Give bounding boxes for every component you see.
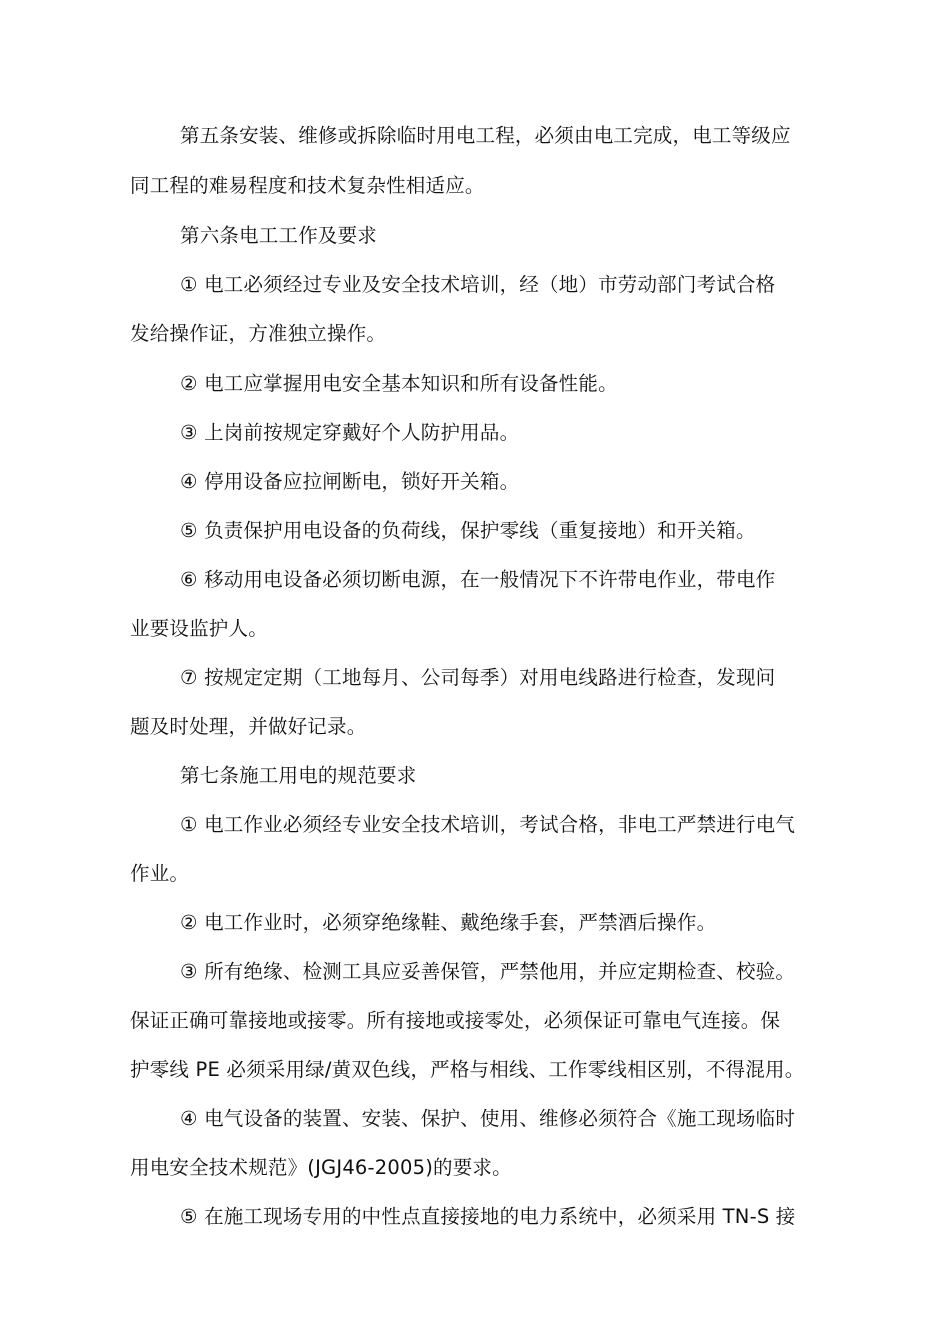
list-item: ① 电工必须经过专业及安全技术培训，经（地）市劳动部门考试合格 xyxy=(180,273,776,296)
list-item: ⑤ 负责保护用电设备的负荷线，保护零线（重复接地）和开关箱。 xyxy=(180,519,756,542)
paragraph-line: 发给操作证，方准独立操作。 xyxy=(130,322,387,345)
paragraph-line: 保证正确可靠接地或接零。所有接地或接零处，必须保证可靠电气连接。保 xyxy=(130,1009,781,1032)
paragraph-line: 业要设监护人。 xyxy=(130,617,268,640)
list-item: ③ 上岗前按规定穿戴好个人防护用品。 xyxy=(180,421,520,444)
list-item: ④ 电气设备的装置、安装、保护、使用、维修必须符合《施工现场临时 xyxy=(180,1107,796,1130)
list-item: ⑦ 按规定定期（工地每月、公司每季）对用电线路进行检查，发现问 xyxy=(180,666,776,689)
paragraph-line: 同工程的难易程度和技术复杂性相适应。 xyxy=(130,174,485,197)
paragraph-line: 护零线 PE 必须采用绿/黄双色线，严格与相线、工作零线相区别，不得混用。 xyxy=(130,1058,805,1081)
list-item: ② 电工作业时，必须穿绝缘鞋、戴绝缘手套，严禁酒后操作。 xyxy=(180,911,717,934)
list-item: ② 电工应掌握用电安全基本知识和所有设备性能。 xyxy=(180,372,618,395)
list-item: ⑥ 移动用电设备必须切断电源，在一般情况下不许带电作业，带电作 xyxy=(180,568,776,591)
list-item: ① 电工作业必须经专业安全技术培训，考试合格，非电工严禁进行电气 xyxy=(180,813,796,836)
paragraph-line: 题及时处理，并做好记录。 xyxy=(130,715,367,738)
section-heading: 第七条施工用电的规范要求 xyxy=(180,764,417,787)
list-item: ⑤ 在施工现场专用的中性点直接接地的电力系统中，必须采用 TN-S 接 xyxy=(180,1205,796,1228)
section-heading: 第六条电工工作及要求 xyxy=(180,224,378,247)
list-item: ④ 停用设备应拉闸断电，锁好开关箱。 xyxy=(180,470,520,493)
list-item: ③ 所有绝缘、检测工具应妥善保管，严禁他用，并应定期检查、校验。 xyxy=(180,960,796,983)
paragraph-line: 作业。 xyxy=(130,862,190,885)
paragraph-line: 用电安全技术规范》(JGJ46-2005)的要求。 xyxy=(130,1156,512,1179)
paragraph-line: 第五条安装、维修或拆除临时用电工程，必须由电工完成，电工等级应 xyxy=(180,124,791,147)
